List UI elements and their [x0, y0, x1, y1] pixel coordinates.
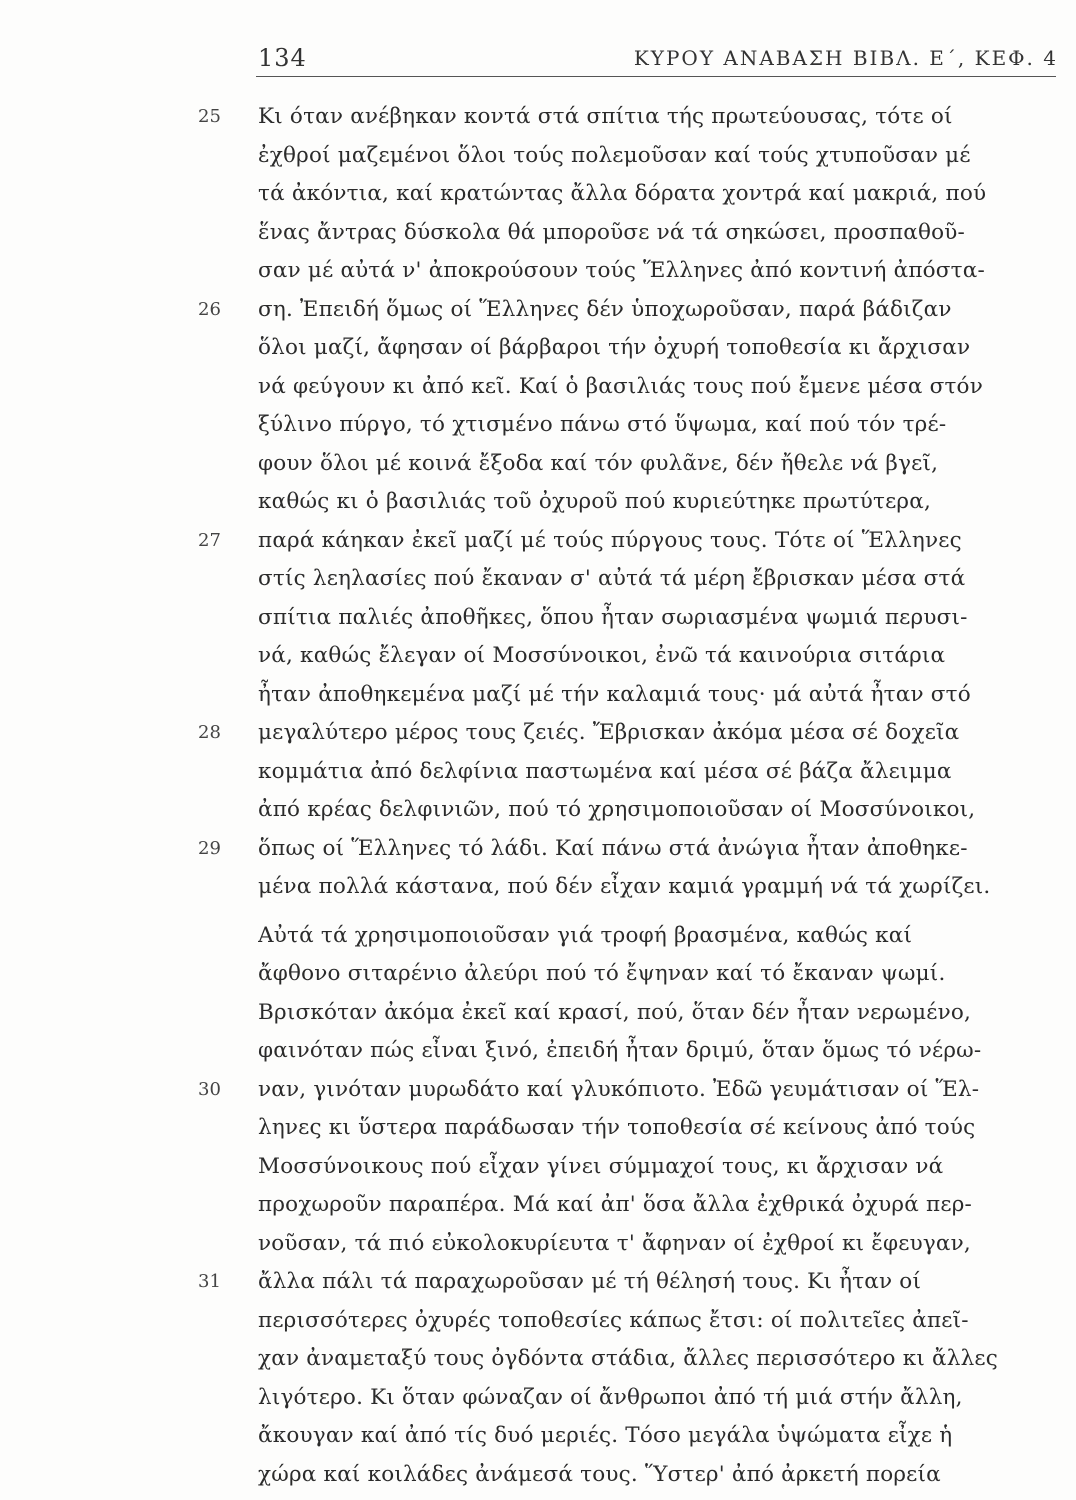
line-text: χαν ἀναμεταξύ τους ὀγδόντα στάδια, ἄλλες περισσότερο κι ἄλλες	[258, 1346, 998, 1371]
text-line	[0, 1340, 1076, 1379]
text-line	[0, 1148, 1076, 1187]
line-text: μένα πολλά κάστανα, πού δέν εἶχαν καμιά γραμμή νά τά χωρίζει.	[258, 874, 991, 899]
section-number: 29	[198, 837, 221, 859]
text-line	[0, 406, 1076, 445]
text-line	[0, 676, 1076, 715]
line-text: νά φεύγουν κι ἀπό κεῖ. Καί ὁ βασιλιάς τους πού ἔμενε μέσα στόν	[258, 373, 983, 399]
page-number: 134	[258, 44, 307, 72]
text-line	[0, 252, 1076, 291]
text-line	[0, 1302, 1076, 1341]
text-line	[0, 1186, 1076, 1225]
line-text: ληνες κι ὕστερα παράδωσαν τήν τοποθεσία σέ κείνους ἀπό τούς	[258, 1115, 976, 1140]
text-line	[0, 98, 1076, 137]
line-text: Βρισκόταν ἀκόμα ἐκεῖ καί κρασί, πού, ὅταν δέν ἦταν νερωμένο,	[258, 999, 972, 1025]
text-line	[0, 483, 1076, 522]
line-text: ἐχθροί μαζεμένοι ὅλοι τούς πολεμοῦσαν καί τούς χτυποῦσαν μέ	[258, 142, 971, 168]
line-text: μεγαλύτερο μέρος τους ζειές. Ἔβρισκαν ἀκόμα μέσα σέ δοχεῖα	[258, 720, 960, 745]
text-line	[0, 1456, 1076, 1495]
line-text: τά ἀκόντια, καί κρατώντας ἄλλα δόρατα χοντρά καί μακριά, πού	[258, 181, 987, 206]
line-text: ἕνας ἄντρας δύσκολα θά μποροῦσε νά τά σηκώσει, προσπαθοῦ-	[258, 219, 965, 245]
text-line	[0, 830, 1076, 869]
line-text: στίς λεηλασίες πού ἔκαναν σ' αὐτά τά μέρη ἔβρισκαν μέσα στά	[258, 566, 966, 591]
text-line	[0, 868, 1076, 907]
text-line	[0, 637, 1076, 676]
line-text: ἄκουγαν καί ἀπό τίς δυό μεριές. Τόσο μεγάλα ὑψώματα εἶχε ἡ	[258, 1423, 953, 1448]
line-text: χώρα καί κοιλάδες ἀνάμεσά τους. Ὕστερ' ἀπό ἀρκετή πορεία	[258, 1461, 941, 1487]
line-text: Κι όταν ανέβηκαν κοντά στά σπίτια τής πρωτεύουσας, τότε οί	[258, 104, 953, 129]
text-line	[0, 1263, 1076, 1302]
line-text: καθώς κι ὁ βασιλιάς τοῦ ὀχυροῦ πού κυριεύτηκε πρωτύτερα,	[258, 489, 932, 514]
body-text	[0, 98, 1076, 1494]
line-text: νοῦσαν, τά πιό εὐκολοκυρίευτα τ' ἄφηναν οί ἐχθροί κι ἔφευγαν,	[258, 1230, 971, 1256]
text-line	[0, 445, 1076, 484]
line-text: φουν ὅλοι μέ κοινά ἔξοδα καί τόν φυλᾶνε, δέν ἤθελε νά βγεῖ,	[258, 450, 939, 476]
line-text: ἄφθονο σιταρένιο ἀλεύρι πού τό ἔψηναν καί τό ἔκαναν ψωμί.	[258, 961, 946, 986]
text-line	[0, 560, 1076, 599]
text-line	[0, 291, 1076, 330]
section-number: 28	[198, 722, 221, 743]
line-text: φαινόταν πώς εἶναι ξινό, ἐπειδή ἦταν δριμύ, ὅταν ὅμως τό νέρω-	[258, 1038, 982, 1063]
text-line	[0, 1225, 1076, 1264]
line-text: ἦταν ἀποθηκεμένα μαζί μέ τήν καλαμιά τους· μά αὐτά ἦταν στό	[258, 681, 971, 707]
line-text: σπίτια παλιές ἀποθῆκες, ὅπου ἦταν σωριασμένα ψωμιά περυσι-	[258, 604, 968, 630]
section-number: 30	[198, 1078, 221, 1100]
line-text: παρά κάηκαν ἐκεῖ μαζί μέ τούς πύργους τους. Τότε οί Ἕλληνες	[258, 527, 962, 553]
line-text: λιγότερο. Κι ὅταν φώναζαν οί ἄνθρωποι ἀπό τή μιά στήν ἄλλη,	[258, 1384, 963, 1410]
section-number: 25	[198, 106, 221, 127]
text-line	[0, 1071, 1076, 1110]
section-number: 31	[198, 1271, 221, 1292]
text-line	[0, 791, 1076, 830]
line-text: περισσότερες ὀχυρές τοποθεσίες κάπως ἔτσι: οί πολιτεῖες ἀπεῖ-	[258, 1307, 969, 1333]
line-text: ἄλλα πάλι τά παραχωροῦσαν μέ τή θέλησή τους. Κι ἦταν οί	[258, 1269, 922, 1294]
header-rule	[256, 76, 1056, 77]
line-text: ναν, γινόταν μυρωδάτο καί γλυκόπιοτο. Ἐδῶ γευμάτισαν οί Ἕλ-	[258, 1076, 980, 1102]
section-number: 27	[198, 529, 221, 551]
line-text: ὅπως οί Ἕλληνες τό λάδι. Καί πάνω στά ἀνώγια ἦταν ἀποθηκε-	[258, 835, 968, 861]
text-line	[0, 329, 1076, 368]
page-header	[258, 40, 1058, 80]
text-line	[0, 917, 1076, 956]
text-line	[0, 522, 1076, 561]
text-line	[0, 1379, 1076, 1418]
text-line	[0, 214, 1076, 253]
text-line	[0, 753, 1076, 792]
line-text: ἀπό κρέας δελφινιῶν, πού τό χρησιμοποιοῦσαν οί Μοσσύνοικοι,	[258, 797, 976, 822]
line-text: ὅλοι μαζί, ἄφησαν οί βάρβαροι τήν ὀχυρή τοποθεσία κι ἄρχισαν	[258, 335, 971, 360]
line-text: Μοσσύνοικους πού εἶχαν γίνει σύμμαχοί τους, κι ἄρχισαν νά	[258, 1153, 944, 1179]
text-line	[0, 1417, 1076, 1456]
text-line	[0, 137, 1076, 176]
text-line	[0, 599, 1076, 638]
section-number: 26	[198, 298, 221, 320]
line-text: σαν μέ αὐτά ν' ἀποκρούσουν τούς Ἕλληνες ἀπό κοντινή ἀπόστα-	[258, 258, 985, 283]
text-line	[0, 955, 1076, 994]
line-text: ση. Ἐπειδή ὅμως οί Ἕλληνες δέν ὑποχωροῦσαν, παρά βάδιζαν	[258, 296, 952, 322]
text-line	[0, 368, 1076, 407]
text-line	[0, 714, 1076, 753]
line-text: Αὐτά τά χρησιμοποιοῦσαν γιά τροφή βρασμένα, καθώς καί	[258, 922, 913, 948]
text-line	[0, 1109, 1076, 1148]
text-line	[0, 994, 1076, 1033]
line-text: κομμάτια ἀπό δελφίνια παστωμένα καί μέσα σέ βάζα ἄλειμμα	[258, 758, 952, 784]
text-line	[0, 175, 1076, 214]
running-head: ΚΥΡΟΥ ΑΝΑΒΑΣΗ ΒΙΒΛ. Ε΄, ΚΕΦ. 4	[633, 46, 1058, 70]
line-text: νά, καθώς ἔλεγαν οί Μοσσύνοικοι, ἐνῶ τά καινούρια σιτάρια	[258, 643, 946, 668]
line-text: προχωροῦν παραπέρα. Μά καί ἀπ' ὅσα ἄλλα ἐχθρικά ὀχυρά περ-	[258, 1192, 972, 1217]
line-text: ξύλινο πύργο, τό χτισμένο πάνω στό ὕψωμα, καί πού τόν τρέ-	[258, 412, 947, 437]
text-line	[0, 1032, 1076, 1071]
